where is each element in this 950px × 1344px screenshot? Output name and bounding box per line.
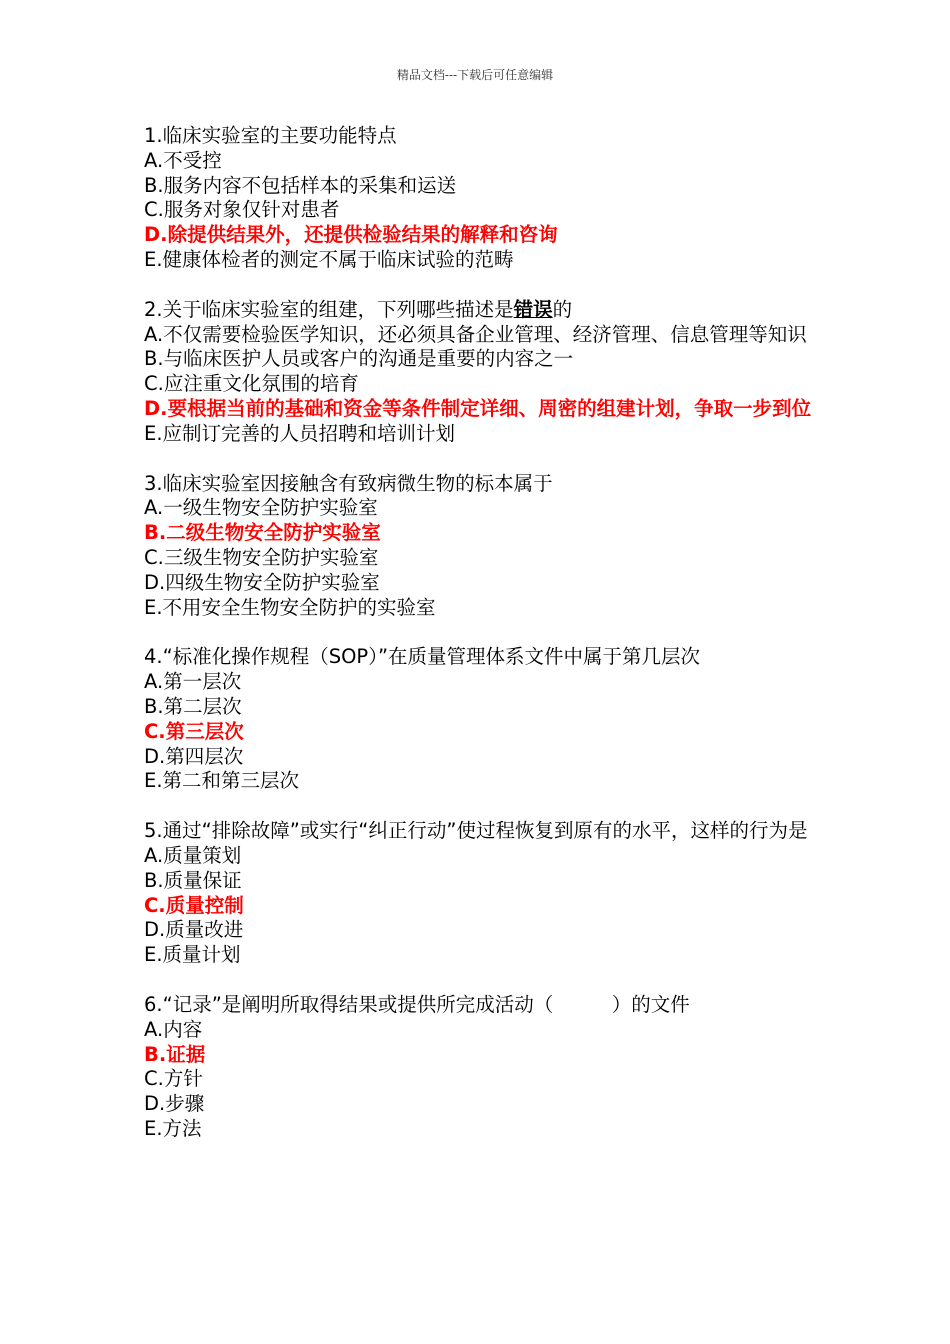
question-list: [144, 124, 820, 1167]
option-d: D.第四层次: [144, 744, 244, 768]
question-4: [144, 645, 820, 794]
question-stem: 6.“记录”是阐明所取得结果或提供所完成活动（ ）的文件: [144, 992, 690, 1016]
option-b-correct-answer: B.二级生物安全防护实验室: [144, 521, 381, 545]
question-3: [144, 472, 820, 621]
option-a: A.不仅需要检验医学知识，还必须具备企业管理、经济管理、信息管理等知识: [144, 322, 807, 346]
option-a: A.内容: [144, 1017, 203, 1041]
option-a: A.质量策划: [144, 843, 242, 867]
question-stem: 1.临床实验室的主要功能特点: [144, 124, 397, 147]
option-e: E.不用安全生物安全防护的实验室: [144, 595, 436, 619]
question-stem-start: 2.关于临床实验室的组建，下列哪些描述是: [144, 297, 514, 321]
option-e: E.方法: [144, 1116, 202, 1140]
question-2: [144, 298, 820, 447]
option-b: B.服务内容不包括样本的采集和运送: [144, 173, 457, 197]
option-b: B.与临床医护人员或客户的沟通是重要的内容之一: [144, 347, 574, 371]
option-e: E.应制订完善的人员招聘和培训计划: [144, 421, 456, 445]
question-stem: 5.通过“排除故障”或实行“纠正行动”使过程恢复到原有的水平，这样的行为是: [144, 819, 808, 843]
option-e: E.第二和第三层次: [144, 769, 300, 793]
option-a: A.一级生物安全防护实验室: [144, 496, 378, 520]
option-d-correct-answer: D.要根据当前的基础和资金等条件制定详细、周密的组建计划，争取一步到位: [144, 396, 812, 420]
option-c: C.三级生物安全防护实验室: [144, 545, 379, 569]
question-stem-emphasis: 错误: [513, 297, 553, 321]
option-c: C.服务对象仅针对患者: [144, 198, 340, 222]
option-c-correct-answer: C.质量控制: [144, 893, 244, 917]
question-6: [144, 993, 820, 1142]
option-b: B.第二层次: [144, 694, 242, 718]
option-c-correct-answer: C.第三层次: [144, 719, 244, 743]
option-a: A.第一层次: [144, 670, 242, 694]
question-stem: 3.临床实验室因接触含有致病微生物的标本属于: [144, 471, 553, 495]
option-b-correct-answer: B.证据: [144, 1042, 206, 1066]
question-stem: [144, 298, 820, 323]
option-b: B.质量保证: [144, 868, 242, 892]
option-d: D.步骤: [144, 1092, 205, 1116]
question-stem-end: 的: [552, 297, 573, 321]
option-e: E.质量计划: [144, 943, 241, 967]
option-d: D.质量改进: [144, 918, 244, 942]
option-d-correct-answer: D.除提供结果外，还提供检验结果的解释和咨询: [144, 223, 558, 247]
question-stem: 4.“标准化操作规程（SOP）”在质量管理体系文件中属于第几层次: [144, 645, 701, 669]
option-c: C.方针: [144, 1067, 203, 1091]
page-header: 精品文档---下载后可任意编辑: [396, 68, 554, 82]
option-d: D.四级生物安全防护实验室: [144, 570, 380, 594]
question-1: [144, 124, 820, 273]
option-c: C.应注重文化氛围的培育: [144, 372, 359, 396]
option-a: A.不受控: [144, 148, 222, 172]
option-e: E.健康体检者的测定不属于临床试验的范畴: [144, 247, 514, 271]
question-5: [144, 819, 820, 968]
